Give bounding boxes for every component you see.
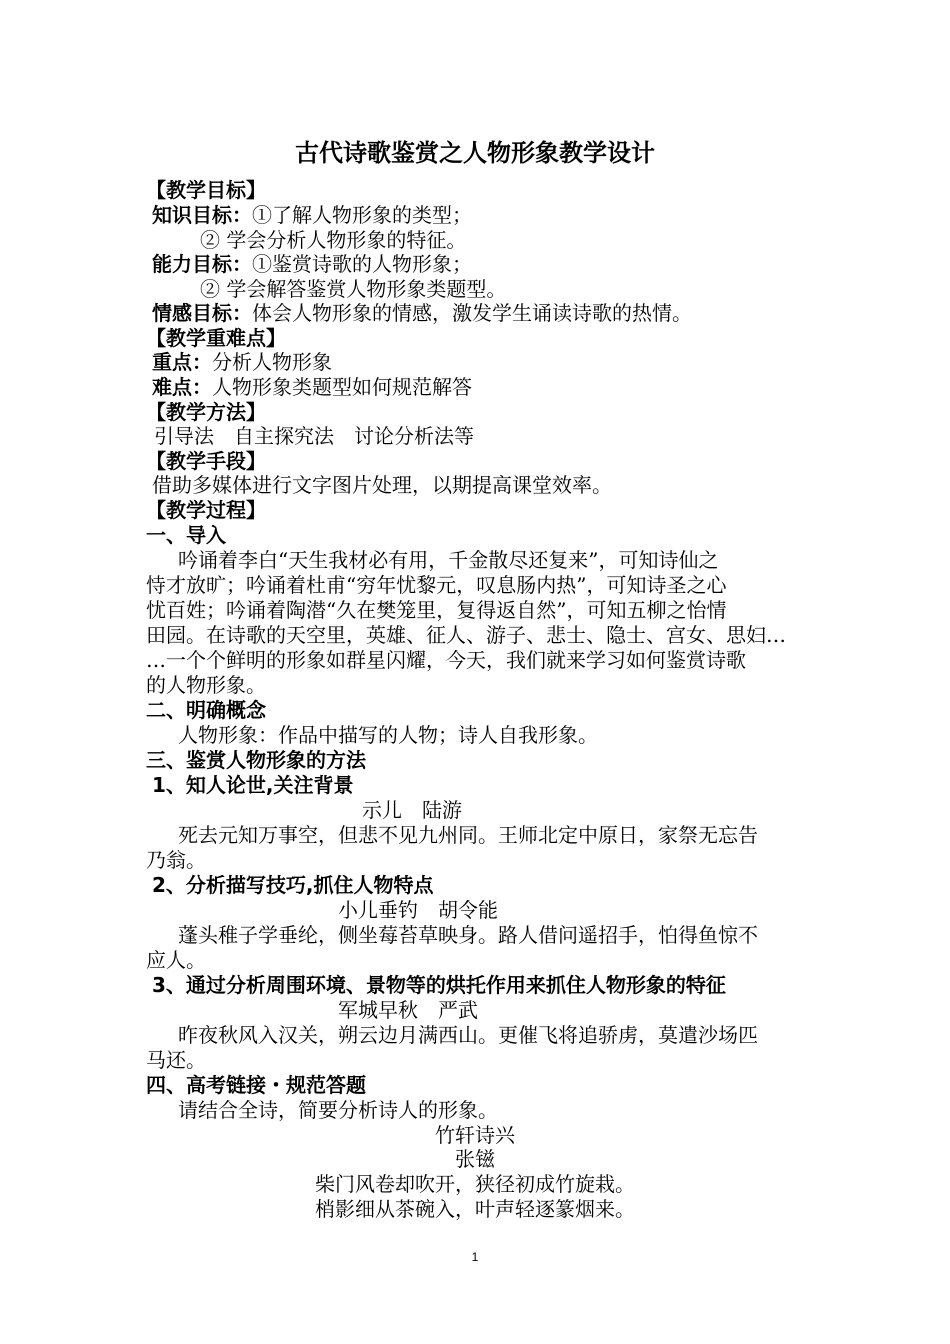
difficulty-point (152, 374, 472, 400)
emotion-text: 体会人物形象的情感，激发学生诵读诗歌的热情。 (252, 301, 692, 325)
key-points-heading: 【教学重难点】 (146, 326, 286, 350)
intro-line: 的人物形象。 (146, 673, 266, 697)
ability-item-2: ② 学会解答鉴赏人物形象类题型。 (200, 277, 507, 301)
poem-line: 柴门风卷却吹开，狭径初成竹旋栽。 (315, 1172, 635, 1196)
poem-line: 昨夜秋风入汉关，朔云边月满西山。更催飞将追骄虏，莫遣沙场匹 (178, 1023, 758, 1047)
knowledge-label: 知识目标： (152, 203, 252, 227)
document-title: 古代诗歌鉴赏之人物形象教学设计 (295, 139, 655, 167)
poem-line: 死去元知万事空，但悲不见九州同。王师北定中原日，家祭无忘告 (178, 823, 758, 847)
intro-line: …一个个鲜明的形象如群星闪耀，今天，我们就来学习如何鉴赏诗歌 (146, 648, 746, 672)
exam-poem-author: 张镃 (455, 1147, 495, 1171)
method-3-heading: 3、通过分析周围环境、景物等的烘托作用来抓住人物形象的特征 (152, 973, 726, 997)
method-3-poem-title: 军城早秋 严武 (338, 998, 478, 1022)
exam-poem-title: 竹轩诗兴 (435, 1123, 515, 1147)
key-point (152, 349, 332, 375)
poem-line: 应人。 (146, 948, 206, 972)
concept-text: 人物形象：作品中描写的人物；诗人自我形象。 (178, 723, 598, 747)
section-exam-heading: 四、高考链接・规范答题 (146, 1073, 366, 1097)
objectives-heading: 【教学目标】 (146, 178, 266, 202)
key-label: 重点： (152, 350, 212, 374)
page-number: 1 (471, 1250, 479, 1264)
method-2-poem-title: 小儿垂钓 胡令能 (338, 898, 498, 922)
method-1-poem-title: 示儿 陆游 (362, 798, 462, 822)
difficulty-text: 人物形象类题型如何规范解答 (212, 375, 472, 399)
means-text: 借助多媒体进行文字图片处理，以期提高课堂效率。 (152, 473, 612, 497)
poem-line: 蓬头稚子学垂纶，侧坐莓苔草映身。路人借问遥招手，怕得鱼惊不 (178, 923, 758, 947)
method-1-heading: 1、知人论世,关注背景 (152, 773, 354, 797)
poem-line: 乃翁。 (146, 848, 206, 872)
intro-line: 忧百姓；吟诵着陶潜“久在樊笼里，复得返自然”，可知五柳之怡情 (146, 598, 727, 622)
means-heading: 【教学手段】 (146, 449, 266, 473)
key-text: 分析人物形象 (212, 350, 332, 374)
knowledge-item-1: ①了解人物形象的类型； (252, 203, 472, 227)
process-heading: 【教学过程】 (146, 498, 266, 522)
exam-prompt: 请结合全诗，简要分析诗人的形象。 (178, 1098, 498, 1122)
intro-line: 恃才放旷；吟诵着杜甫“穷年忧黎元，叹息肠内热”，可知诗圣之心 (146, 573, 727, 597)
methods-heading: 【教学方法】 (146, 400, 266, 424)
poem-line: 马还。 (146, 1048, 206, 1072)
section-concept-heading: 二、明确概念 (146, 698, 266, 722)
knowledge-objective (152, 202, 472, 228)
knowledge-item-2: ② 学会分析人物形象的特征。 (200, 228, 467, 252)
emotion-objective (152, 300, 692, 326)
intro-line: 田园。在诗歌的天空里，英雄、征人、游子、悲士、隐士、宫女、思妇… (146, 623, 786, 647)
difficulty-label: 难点： (152, 375, 212, 399)
section-intro-heading: 一、导入 (146, 523, 226, 547)
methods-text: 引导法 自主探究法 讨论分析法等 (154, 424, 474, 448)
ability-label: 能力目标： (152, 252, 252, 276)
poem-line: 梢影细从茶碗入，叶声轻逐篆烟来。 (315, 1197, 635, 1221)
ability-item-1: ①鉴赏诗歌的人物形象； (252, 252, 472, 276)
method-2-heading: 2、分析描写技巧,抓住人物特点 (152, 873, 434, 897)
ability-objective (152, 251, 472, 277)
section-methods-heading: 三、鉴赏人物形象的方法 (146, 748, 366, 772)
emotion-label: 情感目标： (152, 301, 252, 325)
intro-line: 吟诵着李白“天生我材必有用，千金散尽还复来”，可知诗仙之 (178, 548, 719, 572)
